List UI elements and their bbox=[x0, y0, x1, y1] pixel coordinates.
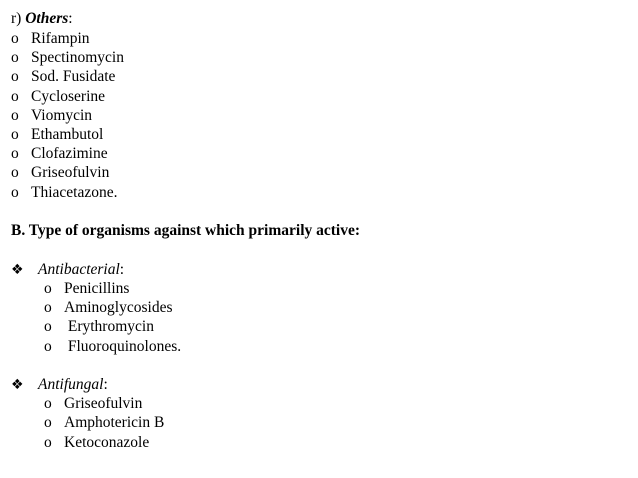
list-item-label: Sod. Fusidate bbox=[31, 68, 116, 85]
list-item bbox=[11, 49, 124, 67]
antibacterial-title-line bbox=[11, 261, 124, 279]
section-r-prefix: r) bbox=[11, 10, 26, 27]
list-item bbox=[44, 414, 164, 432]
list-item-label: Spectinomycin bbox=[31, 49, 124, 66]
list-item bbox=[44, 280, 129, 298]
list-item bbox=[44, 299, 173, 317]
list-item-label: Fluoroquinolones. bbox=[64, 338, 182, 355]
diamond-bullet-icon: ❖ bbox=[11, 377, 24, 393]
bullet-o-icon: o bbox=[44, 299, 52, 316]
list-item bbox=[44, 395, 142, 413]
section-b-heading: B. Type of organisms against which primarily active: bbox=[11, 222, 361, 239]
diamond-bullet-icon: ❖ bbox=[11, 262, 24, 278]
list-item bbox=[11, 107, 92, 125]
bullet-o-icon: o bbox=[44, 414, 52, 431]
antifungal-colon: : bbox=[103, 376, 108, 393]
list-item bbox=[11, 30, 90, 48]
list-item-label: Griseofulvin bbox=[64, 395, 143, 412]
list-item-label: Penicillins bbox=[64, 280, 130, 297]
antifungal-title: Antifungal bbox=[38, 376, 104, 393]
bullet-o-icon: o bbox=[11, 164, 19, 181]
list-item bbox=[11, 126, 103, 144]
bullet-o-icon: o bbox=[11, 145, 19, 162]
list-item bbox=[11, 88, 105, 106]
list-item-label: Ethambutol bbox=[31, 126, 104, 143]
list-item-label: Amphotericin B bbox=[64, 414, 165, 431]
list-item-label: Erythromycin bbox=[64, 318, 154, 335]
list-item-label: Viomycin bbox=[31, 107, 93, 124]
section-r-title-line bbox=[11, 10, 73, 28]
bullet-o-icon: o bbox=[11, 68, 19, 85]
bullet-o-icon: o bbox=[44, 395, 52, 412]
list-item bbox=[44, 338, 181, 356]
list-item bbox=[11, 145, 108, 163]
bullet-o-icon: o bbox=[44, 280, 52, 297]
section-r-title: Others bbox=[25, 10, 69, 27]
bullet-o-icon: o bbox=[11, 30, 19, 47]
list-item-label: Thiacetazone. bbox=[31, 184, 118, 201]
bullet-o-icon: o bbox=[44, 318, 52, 335]
list-item bbox=[44, 434, 149, 452]
antifungal-title-line bbox=[11, 376, 108, 394]
bullet-o-icon: o bbox=[11, 126, 19, 143]
list-item bbox=[11, 68, 115, 86]
list-item-label: Clofazimine bbox=[31, 145, 108, 162]
list-item bbox=[11, 184, 117, 202]
bullet-o-icon: o bbox=[44, 434, 52, 451]
list-item-label: Aminoglycosides bbox=[64, 299, 173, 316]
antibacterial-colon: : bbox=[119, 261, 125, 278]
list-item-label: Rifampin bbox=[31, 30, 90, 47]
list-item bbox=[44, 318, 154, 336]
bullet-o-icon: o bbox=[11, 107, 19, 124]
bullet-o-icon: o bbox=[11, 88, 19, 105]
list-item bbox=[11, 164, 109, 182]
list-item-label: Cycloserine bbox=[31, 88, 106, 105]
list-item-label: Ketoconazole bbox=[64, 434, 150, 451]
bullet-o-icon: o bbox=[44, 338, 52, 355]
list-item-label: Griseofulvin bbox=[31, 164, 110, 181]
bullet-o-icon: o bbox=[11, 49, 19, 66]
antibacterial-title: Antibacterial bbox=[38, 261, 120, 278]
bullet-o-icon: o bbox=[11, 184, 19, 201]
section-r-colon: : bbox=[68, 10, 73, 27]
